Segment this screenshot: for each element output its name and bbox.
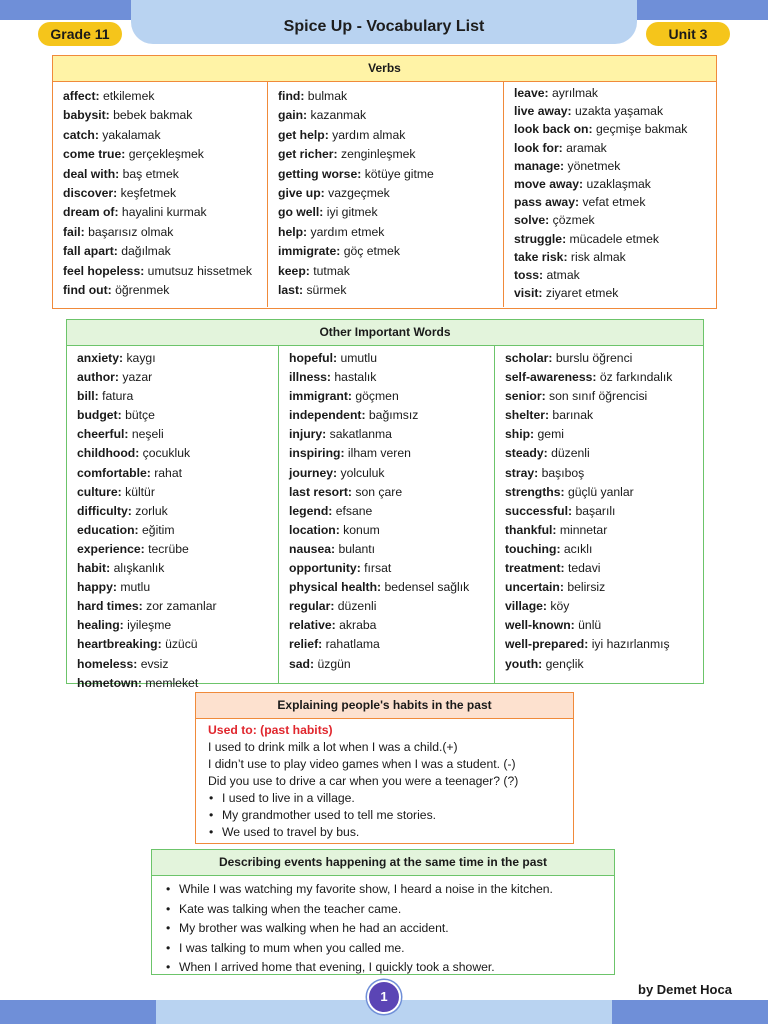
vocab-meaning: sürmek [306, 283, 347, 298]
vocab-meaning: gençlik [545, 656, 584, 671]
vocab-term: successful: [505, 503, 573, 518]
vocab-entry [63, 242, 267, 261]
vocab-entry [77, 674, 278, 693]
vocab-term: last resort: [289, 484, 352, 499]
vocab-term: leave: [514, 86, 549, 100]
vocab-term: go well: [278, 205, 324, 220]
vocab-entry [289, 502, 494, 521]
vocab-term: opportunity: [289, 561, 361, 576]
vocab-entry [514, 248, 716, 266]
vocab-term: legend: [289, 503, 333, 518]
vocab-term: youth: [505, 656, 543, 671]
vocab-entry [77, 655, 278, 674]
vocab-entry [63, 87, 267, 106]
vocab-entry [63, 106, 267, 125]
vocab-meaning: güçlü yanlar [567, 484, 634, 499]
vocab-meaning: gerçekleşmek [128, 147, 204, 162]
vocab-entry [505, 444, 703, 463]
vocab-entry [63, 281, 267, 300]
vocab-term: relative: [289, 618, 336, 633]
vocab-entry [505, 521, 703, 540]
vocab-meaning: çözmek [552, 213, 595, 228]
vocab-meaning: fırsat [364, 561, 392, 576]
vocab-term: toss: [514, 268, 544, 283]
bullet-item: • I used to live in a village. [222, 790, 573, 807]
vocab-term: discover: [63, 186, 118, 201]
vocab-term: comfortable: [77, 465, 151, 480]
vocab-term: uncertain: [505, 580, 564, 595]
vocab-meaning: efsane [335, 503, 373, 518]
bullet-item: • We used to travel by bus. [222, 824, 573, 841]
vocab-meaning: yolculuk [340, 465, 385, 480]
vocab-meaning: iyi gitmek [326, 205, 378, 220]
vocab-entry [505, 483, 703, 502]
footer-accent-left [0, 1000, 156, 1024]
vocab-entry [77, 616, 278, 635]
vocab-term: visit: [514, 286, 543, 301]
vocab-entry [514, 284, 716, 302]
vocab-meaning: bağımsız [368, 408, 419, 423]
vocab-entry [505, 464, 703, 483]
vocab-meaning: hastalık [334, 370, 377, 385]
vocab-entry [77, 578, 278, 597]
vocab-entry [505, 559, 703, 578]
vocab-term: get help: [278, 127, 329, 142]
other-words-column-2 [279, 346, 495, 683]
vocab-entry [514, 230, 716, 248]
vocab-meaning: evsiz [140, 656, 169, 671]
vocab-term: help: [278, 224, 308, 239]
vocab-meaning: konum [343, 522, 380, 537]
vocab-entry [77, 597, 278, 616]
vocab-meaning: ünlü [578, 618, 602, 633]
vocab-entry [77, 425, 278, 444]
vocab-entry [505, 425, 703, 444]
author-credit: by Demet Hoca [638, 982, 732, 997]
vocab-meaning: ziyaret etmek [545, 286, 619, 301]
vocab-term: touching: [505, 541, 561, 556]
example-line: I didn’t use to play video games when I was a student. (-) [208, 757, 516, 771]
vocab-term: village: [505, 599, 547, 614]
vocab-meaning: yakalamak [102, 127, 161, 142]
vocab-meaning: atmak [546, 268, 580, 283]
vocab-term: struggle: [514, 231, 567, 246]
vocab-meaning: bütçe [125, 408, 155, 423]
vocab-entry [289, 597, 494, 616]
vocab-entry [63, 262, 267, 281]
vocab-meaning: etkilemek [102, 89, 155, 103]
same-time-heading: Describing events happening at the same time in the past [152, 850, 614, 876]
vocab-meaning: fatura [102, 389, 134, 404]
vocab-meaning: tutmak [313, 263, 350, 278]
vocab-term: nausea: [289, 541, 336, 556]
vocab-term: catch: [63, 127, 99, 142]
vocab-meaning: umutlu [340, 351, 378, 365]
vocab-term: pass away: [514, 195, 580, 210]
vocab-entry [77, 368, 278, 387]
vocab-term: self-awareness: [505, 370, 597, 385]
vocab-meaning: bulantı [338, 541, 376, 556]
vocab-entry [77, 635, 278, 654]
vocab-entry [289, 444, 494, 463]
vocab-entry [63, 223, 267, 242]
vocab-entry [514, 157, 716, 175]
vocab-entry [289, 540, 494, 559]
vocab-entry [289, 578, 494, 597]
vocab-meaning: öz farkındalık [599, 370, 673, 385]
vocab-term: budget: [77, 408, 122, 423]
vocab-meaning: başıboş [541, 465, 585, 480]
vocab-term: steady: [505, 446, 548, 461]
vocab-term: childhood: [77, 446, 140, 461]
vocab-term: fall apart: [63, 244, 118, 259]
bullet-item: • While I was watching my favorite show, I heard a noise in the kitchen. [179, 880, 614, 900]
vocab-meaning: vefat etmek [582, 195, 646, 210]
vocab-meaning: uzakta yaşamak [574, 104, 664, 119]
vocab-term: get richer: [278, 147, 338, 162]
vocab-entry [514, 211, 716, 229]
vocab-meaning: barınak [552, 408, 594, 423]
vocab-meaning: neşeli [131, 427, 164, 442]
vocab-meaning: rahatlama [325, 637, 380, 652]
vocab-meaning: yardım etmek [310, 224, 385, 239]
vocab-term: dream of: [63, 205, 119, 220]
vocab-entry [63, 165, 267, 184]
vocab-meaning: yönetmek [567, 158, 621, 173]
vocab-entry [514, 102, 716, 120]
vocab-meaning: başarılı [575, 503, 616, 518]
vocab-term: experience: [77, 541, 145, 556]
vocab-meaning: ilham veren [347, 446, 411, 461]
past-habits-section [195, 692, 574, 844]
vocab-entry [278, 145, 503, 164]
vocab-meaning: sakatlanma [329, 427, 392, 442]
vocab-term: treatment: [505, 561, 565, 576]
vocab-term: immigrant: [289, 389, 352, 404]
same-time-section [151, 849, 615, 975]
vocab-term: take risk: [514, 249, 568, 264]
vocab-term: senior: [505, 389, 546, 404]
vocab-entry [289, 635, 494, 654]
vocab-term: last: [278, 283, 304, 298]
vocab-meaning: mücadele etmek [569, 231, 659, 246]
vocab-entry [77, 444, 278, 463]
vocab-term: independent: [289, 408, 366, 423]
grade-badge: Grade 11 [38, 22, 122, 46]
vocab-meaning: vazgeçmek [328, 186, 390, 201]
vocab-meaning: aramak [566, 140, 607, 155]
vocab-entry [289, 425, 494, 444]
vocab-meaning: çocukluk [142, 446, 191, 461]
vocab-entry [77, 521, 278, 540]
vocab-entry [77, 406, 278, 425]
vocab-meaning: keşfetmek [120, 186, 177, 201]
vocab-term: look for: [514, 140, 563, 155]
vocab-entry [505, 597, 703, 616]
vocab-term: find: [278, 89, 305, 103]
vocab-meaning: yazar [122, 370, 153, 385]
vocab-term: hard times: [77, 599, 143, 614]
vocab-term: anxiety: [77, 351, 124, 365]
vocab-entry [505, 349, 703, 368]
vocab-term: homeless: [77, 656, 138, 671]
vocab-meaning: eğitim [142, 522, 175, 537]
vocab-term: difficulty: [77, 503, 132, 518]
vocab-entry [514, 139, 716, 157]
vocab-term: cheerful: [77, 427, 129, 442]
vocab-entry [505, 387, 703, 406]
other-words-column-3 [495, 346, 703, 683]
vocab-meaning: gemi [537, 427, 564, 442]
vocab-meaning: rahat [154, 465, 182, 480]
vocab-term: regular: [289, 599, 335, 614]
vocab-meaning: son çare [355, 484, 403, 499]
vocab-entry [289, 349, 494, 368]
vocab-meaning: memleket [145, 675, 199, 690]
vocab-entry [514, 193, 716, 211]
vocab-entry [289, 368, 494, 387]
vocab-entry [278, 184, 503, 203]
vocab-entry [278, 242, 503, 261]
habits-bullet-list [208, 790, 573, 841]
vocab-meaning: bedensel sağlık [384, 580, 470, 595]
vocab-term: location: [289, 522, 340, 537]
vocab-term: bill: [77, 389, 99, 404]
vocab-meaning: uzaklaşmak [586, 177, 651, 192]
vocab-meaning: göçmen [355, 389, 399, 404]
vocab-term: healing: [77, 618, 124, 633]
vocab-term: relief: [289, 637, 323, 652]
vocab-term: habit: [77, 561, 111, 576]
vocab-term: well-known: [505, 618, 575, 633]
vocab-meaning: tecrübe [148, 541, 189, 556]
verbs-column-2 [268, 82, 504, 307]
vocab-entry [278, 165, 503, 184]
vocab-entry [278, 203, 503, 222]
vocab-entry [77, 559, 278, 578]
vocab-entry [278, 262, 503, 281]
vocab-entry [289, 406, 494, 425]
vocab-meaning: tedavi [567, 561, 601, 576]
vocab-entry [289, 464, 494, 483]
vocab-meaning: minnetar [559, 522, 608, 537]
vocab-entry [63, 203, 267, 222]
vocab-meaning: zorluk [135, 503, 168, 518]
vocab-meaning: üzgün [317, 656, 351, 671]
vocab-meaning: geçmişe bakmak [595, 122, 688, 137]
page-title: Spice Up - Vocabulary List [283, 18, 485, 35]
vocab-meaning: üzücü [165, 637, 198, 652]
vocab-meaning: kaygı [126, 351, 156, 365]
vocab-entry [278, 223, 503, 242]
vocab-meaning: kötüye gitme [364, 166, 434, 181]
vocab-term: manage: [514, 158, 565, 173]
vocab-entry [77, 349, 278, 368]
vocab-term: journey: [289, 465, 338, 480]
vocab-meaning: göç etmek [343, 244, 400, 259]
vocab-entry [505, 655, 703, 674]
vocab-term: heartbreaking: [77, 637, 162, 652]
vocab-entry [63, 126, 267, 145]
vocab-term: physical health: [289, 580, 382, 595]
vocab-entry [278, 281, 503, 300]
verbs-heading: Verbs [53, 56, 716, 82]
vocab-term: fail: [63, 224, 85, 239]
other-words-heading: Other Important Words [67, 320, 703, 346]
vocab-entry [77, 502, 278, 521]
vocab-entry [63, 145, 267, 164]
vocab-entry [505, 616, 703, 635]
vocab-term: culture: [77, 484, 122, 499]
vocab-meaning: burslu öğrenci [555, 351, 633, 365]
vocab-meaning: bulmak [307, 89, 348, 103]
vocab-term: move away: [514, 177, 584, 192]
vocab-term: injury: [289, 427, 327, 442]
vocab-entry [505, 540, 703, 559]
vocab-term: feel hopeless: [63, 263, 145, 278]
vocab-term: gain: [278, 108, 308, 123]
vocab-term: come true: [63, 147, 126, 162]
vocab-entry [77, 540, 278, 559]
bullet-item: • When I arrived home that evening, I quickly took a shower. [179, 958, 614, 978]
vocab-meaning: kazanmak [310, 108, 367, 123]
vocab-term: thankful: [505, 522, 557, 537]
vocab-entry [289, 387, 494, 406]
vocab-term: stray: [505, 465, 539, 480]
vocab-term: illness: [289, 370, 331, 385]
vocab-term: ship: [505, 427, 535, 442]
bullet-item: • I was talking to mum when you called me. [179, 939, 614, 959]
vocab-entry [505, 406, 703, 425]
vocab-meaning: kültür [125, 484, 155, 499]
vocab-term: solve: [514, 213, 550, 228]
same-time-bullet-list [152, 876, 614, 978]
vocab-entry [514, 266, 716, 284]
vocab-term: inspiring: [289, 446, 345, 461]
vocab-term: education: [77, 522, 139, 537]
vocab-entry [278, 87, 503, 106]
vocab-term: getting worse: [278, 166, 362, 181]
vocab-term: immigrate: [278, 244, 341, 259]
vocab-term: sad: [289, 656, 315, 671]
past-habits-heading: Explaining people's habits in the past [196, 693, 573, 719]
vocab-term: scholar: [505, 351, 553, 365]
vocab-meaning: yardım almak [332, 127, 406, 142]
vocab-meaning: bebek bakmak [113, 108, 193, 123]
vocab-term: deal with: [63, 166, 120, 181]
vocab-entry [505, 635, 703, 654]
vocab-term: live away: [514, 104, 572, 119]
vocab-meaning: zenginleşmek [341, 147, 416, 162]
vocab-meaning: mutlu [120, 580, 151, 595]
vocab-entry [289, 483, 494, 502]
vocab-meaning: iyi hazırlanmış [591, 637, 670, 652]
vocab-meaning: akraba [339, 618, 377, 633]
example-line: I used to drink milk a lot when I was a child.(+) [208, 740, 458, 754]
vocab-meaning: belirsiz [567, 580, 606, 595]
bullet-item: • My grandmother used to tell me stories. [222, 807, 573, 824]
unit-badge: Unit 3 [646, 22, 730, 46]
vocab-entry [505, 502, 703, 521]
other-words-section [66, 319, 704, 690]
vocab-meaning: köy [550, 599, 570, 614]
vocab-term: find out: [63, 283, 112, 298]
vocab-meaning: ayrılmak [551, 86, 599, 100]
vocab-term: hopeful: [289, 351, 338, 365]
vocab-entry [514, 120, 716, 138]
vocab-entry [77, 387, 278, 406]
vocab-entry [289, 616, 494, 635]
vocab-meaning: son sınıf öğrencisi [549, 389, 648, 404]
verbs-section [52, 55, 717, 309]
vocab-meaning: iyileşme [127, 618, 172, 633]
vocab-term: give up: [278, 186, 325, 201]
vocab-entry [289, 521, 494, 540]
vocab-term: shelter: [505, 408, 550, 423]
used-to-subtitle: Used to: (past habits) [208, 723, 333, 737]
vocab-meaning: başarısız olmak [88, 224, 174, 239]
vocab-entry [514, 175, 716, 193]
bullet-item: • My brother was walking when he had an accident. [179, 919, 614, 939]
vocab-entry [77, 464, 278, 483]
vocab-meaning: öğrenmek [115, 283, 170, 298]
vocab-entry [289, 655, 494, 674]
vocab-entry [278, 126, 503, 145]
vocab-entry [289, 559, 494, 578]
page-number: 1 [367, 980, 401, 1014]
vocab-term: babysit: [63, 108, 110, 123]
vocab-term: author: [77, 370, 119, 385]
vocab-meaning: acıklı [563, 541, 593, 556]
vocab-meaning: baş etmek [122, 166, 179, 181]
example-line: Did you use to drive a car when you were a teenager? (?) [208, 774, 519, 788]
vocab-meaning: umutsuz hissetmek [147, 263, 252, 278]
vocab-entry [77, 483, 278, 502]
vocab-meaning: alışkanlık [113, 561, 165, 576]
vocab-term: affect: [63, 89, 100, 103]
vocab-term: well-prepared: [505, 637, 589, 652]
footer-accent-right [612, 1000, 768, 1024]
verbs-column-3 [504, 82, 716, 307]
vocab-entry [278, 106, 503, 125]
vocab-term: keep: [278, 263, 310, 278]
vocab-meaning: risk almak [570, 249, 626, 264]
vocab-meaning: dağılmak [121, 244, 171, 259]
vocab-meaning: zor zamanlar [146, 599, 217, 614]
bullet-item: • Kate was talking when the teacher came. [179, 900, 614, 920]
vocab-entry [505, 578, 703, 597]
vocab-meaning: düzenli [337, 599, 377, 614]
vocab-entry [63, 184, 267, 203]
vocab-term: happy: [77, 580, 117, 595]
vocab-term: look back on: [514, 122, 593, 137]
other-words-column-1 [67, 346, 279, 690]
vocab-entry [514, 84, 716, 102]
verbs-column-1 [53, 82, 268, 307]
vocab-term: strengths: [505, 484, 565, 499]
vocab-term: hometown: [77, 675, 142, 690]
vocab-entry [505, 368, 703, 387]
vocab-meaning: hayalini kurmak [121, 205, 207, 220]
vocab-meaning: düzenli [551, 446, 590, 461]
